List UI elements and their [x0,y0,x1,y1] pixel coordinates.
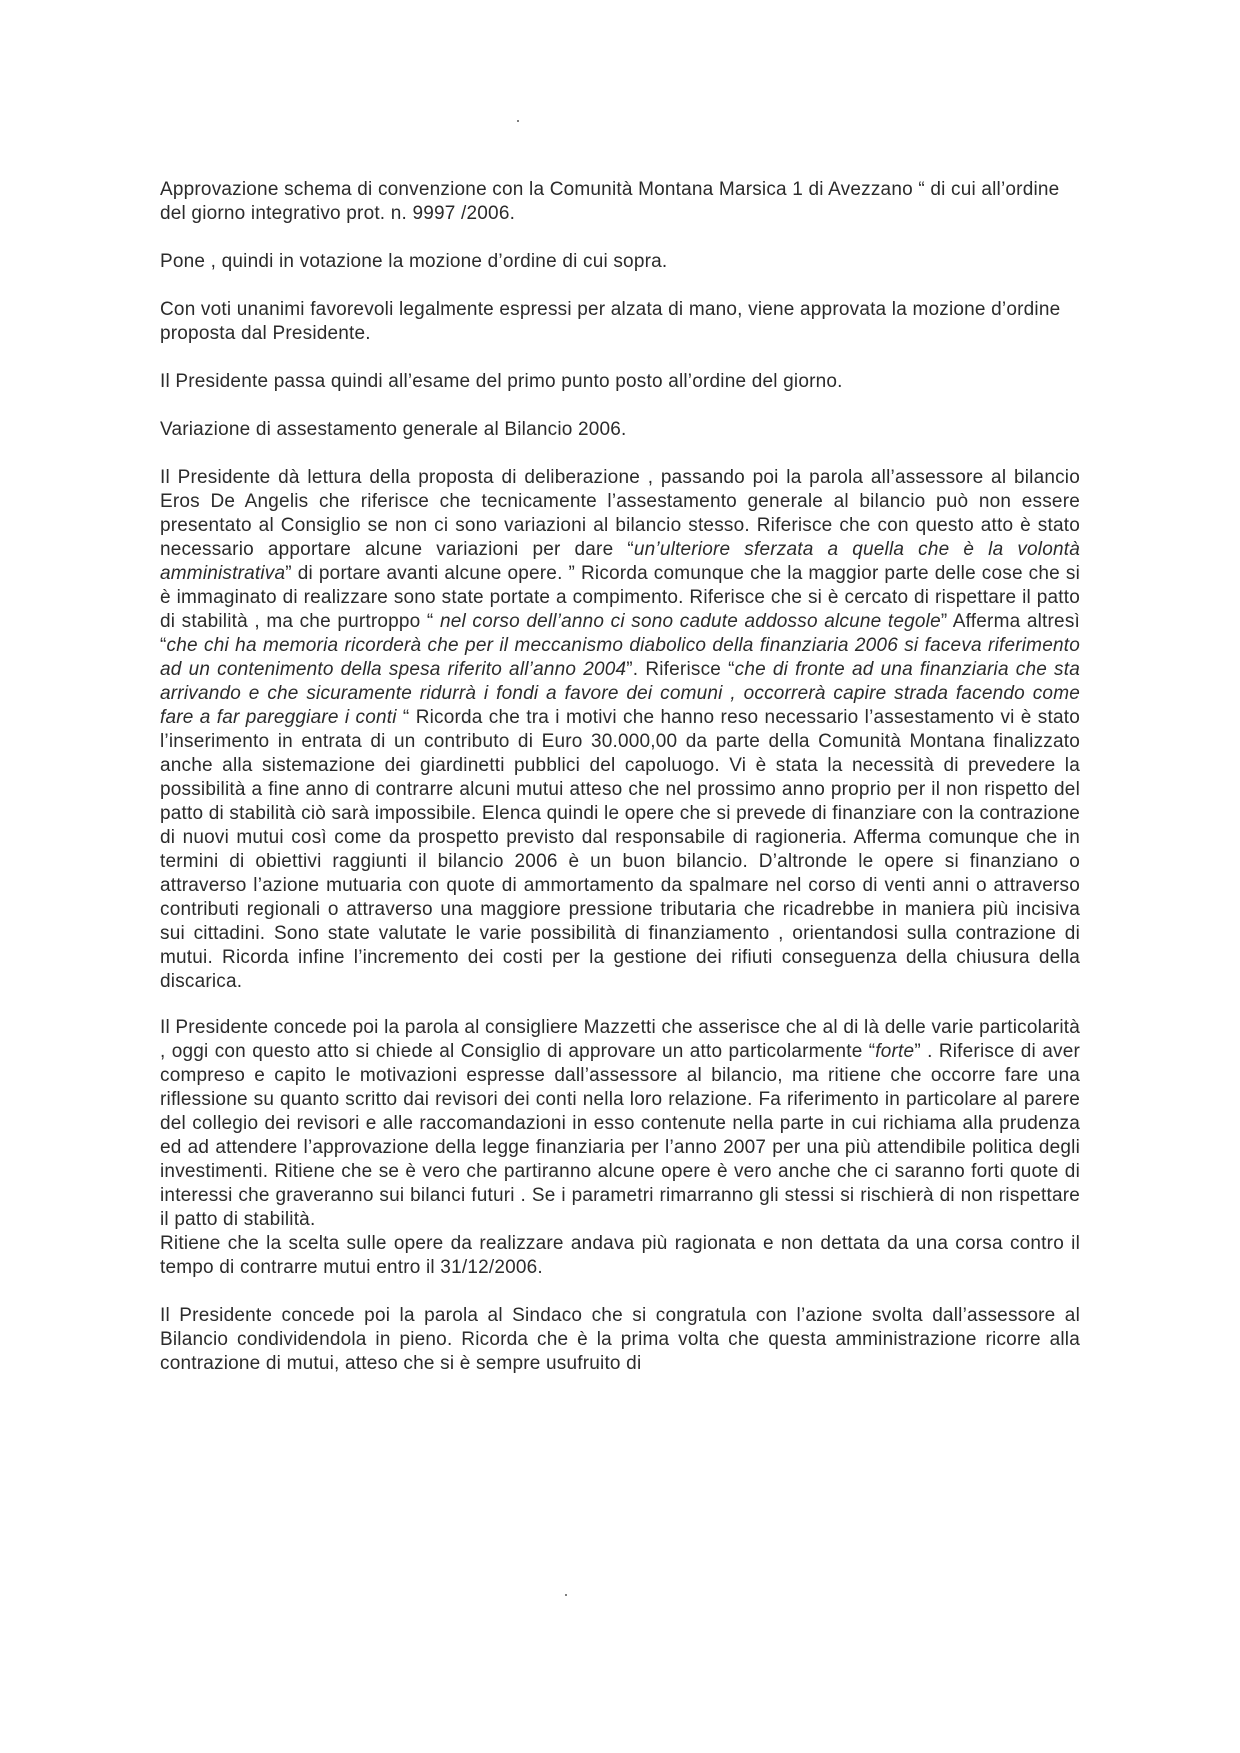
quote-run: che chi ha memoria ricorderà che per il meccanismo diabolico della finanziaria 2006 si faceva riferimento ad un contenimento della spesa riferito all’anno 2004 [160,635,1080,680]
paragraph-councillor-mazzetti [160,1016,1080,1280]
paragraph-agenda-item: Approvazione schema di convenzione con la Comunità Montana Marsica 1 di Avezzano “ di cui all’ordine del giorno integrativo prot. n. 9997 /2006. [160,179,1060,224]
paragraph-vote-call: Pone , quindi in votazione la mozione d’ordine di cui sopra. [160,251,668,272]
quote-run: un’ulteriore sferzata a quella che è la volontà amministrativa [160,539,1081,584]
paragraph-first-point: Il Presidente passa quindi all’esame del primo punto posto all’ordine del giorno. [160,371,843,392]
text-run: ” . Riferisce di aver compreso e capito le motivazioni espresse dall’assessore al bilancio, ma ritiene che occorre fare una riflessione su quanto scritto dai revisori dei conti nella loro relazione. Fa riferimento in particolare al parere del collegio dei revisori e alle raccomandazioni in esso contenute nella parte in cui richiama alla prudenza ed ad attendere l’approvazione della legge finanziaria per l’anno 2007 per una più attendibile politica degli investimenti. Ritiene che se è vero che partiranno alcune opere è vero anche che ci saranno forti quote di interessi che graveranno sui bilanci futuri . Se i parametri rimarranno gli stessi si rischierà di non rispettare il patto di stabilità. [160,1041,1081,1230]
text-run: Il Presidente concede poi la parola al consigliere Mazzetti che asserisce che al di là delle varie particolarità , oggi con questo atto si chiede al Consiglio di approvare un atto particolarmente “ [160,1017,1080,1062]
paragraph-section-title: Variazione di assestamento generale al Bilancio 2006. [160,419,627,440]
text-run: Ritiene che la scelta sulle opere da realizzare andava più ragionata e non dettata da una corsa contro il tempo di contrarre mutui entro il 31/12/2006. [160,1233,1080,1278]
paragraph-assessor-report [160,466,1080,994]
text-run: ” di portare avanti alcune opere. ” Ricorda comunque che la maggior parte delle cose che si è immaginato di realizzare sono state portate a compimento. Riferisce che si è cercato di rispettare il patto di stabilità , ma che purtroppo “ [160,563,1080,632]
quote-run: forte [875,1041,915,1062]
scan-speck-bottom [565,1594,567,1596]
text-run: ”. Riferisce “ [626,659,735,680]
text-run: ” Afferma altresì “ [160,611,1080,656]
paragraph-mayor: Il Presidente concede poi la parola al Sindaco che si congratula con l’azione svolta dall’assessore al Bilancio condividendola in pieno. Ricorda che è la prima volta che questa amministrazione ricorre alla contrazione di mutui, atteso che si è sempre usufruito di [160,1305,1080,1374]
text-run: Il Presidente dà lettura della proposta di deliberazione , passando poi la parola all’assessore al bilancio Eros De Angelis che riferisce che tecnicamente l’assestamento generale al bilancio può non essere presentato al Consiglio se non ci sono variazioni al bilancio stesso. Riferisce che con questo atto è stato necessario apportare alcune variazioni per dare “ [160,467,1080,560]
paragraph-vote-result: Con voti unanimi favorevoli legalmente espressi per alzata di mano, viene approvata la mozione d’ordine proposta dal Presidente. [160,299,1061,344]
scan-speck-top [517,120,519,122]
text-run: “ Ricorda che tra i motivi che hanno reso necessario l’assestamento vi è stato l’inserimento in entrata di un contributo di Euro 30.000,00 da parte della Comunità Montana finalizzato anche alla sistemazione dei giardinetti pubblici del capoluogo. Vi è stata la necessità di prevedere la possibilità a fine anno di contrarre alcuni mutui atteso che nel prossimo anno proprio per il non rispetto del patto di stabilità ciò sarà impossibile. Elenca quindi le opere che si prevede di finanziare con la contrazione di nuovi mutui così come da prospetto previsto dal responsabile di ragioneria. Afferma comunque che in termini di obiettivi raggiunti il bilancio 2006 è un buon bilancio. D’altronde le opere si finanziano o attraverso l’azione mutuaria con quote di ammortamento da spalmare nel corso di venti anni o attraverso contributi regionali o attraverso una maggiore pressione tributaria che ricadrebbe in maniera più incisiva sui cittadini. Sono state valutate le varie possibilità di finanziamento , orientandosi sulla contrazione di mutui. Ricorda infine l’incremento dei costi per la gestione dei rifiuti conseguenza della chiusura della discarica. [160,707,1081,992]
quote-run: che di fronte ad una finanziaria che sta arrivando e che sicuramente ridurrà i fondi a favore dei comuni , occorrerà capire strada facendo come fare a far pareggiare i conti [160,659,1080,728]
document-body [160,178,1080,1400]
quote-run: nel corso dell’anno ci sono cadute addosso alcune tegole [439,611,941,632]
